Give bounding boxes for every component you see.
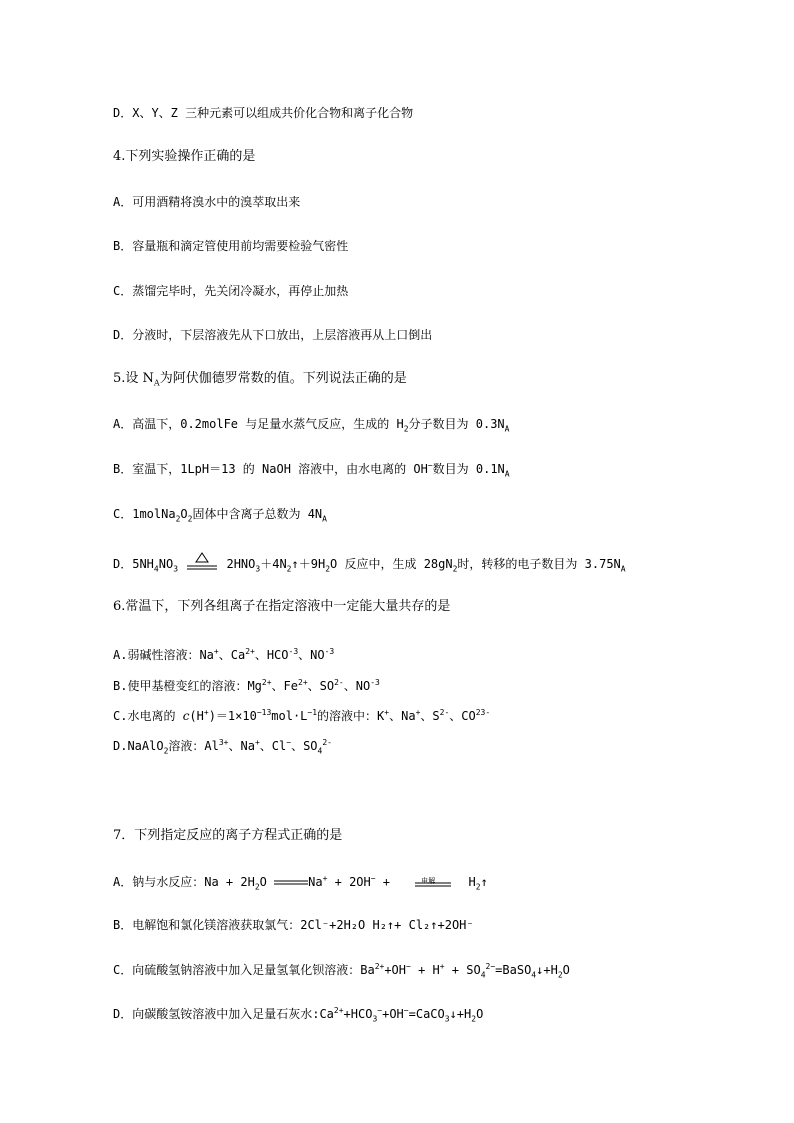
- q5-option-c: C．$1molNa_2O_2$固体中含离子总数为 $4N_A$: [113, 507, 327, 524]
- q7-option-a: A．钠与水反应：$Na + 2H_2O$ Na+ + 2OH− + 电解 $H_2↑$: [113, 874, 488, 892]
- q6-option-d: D.NaAlO$_2$溶液：$Al^{3+}$、Na+、Cl−、$SO_4^{2-}$: [113, 738, 332, 756]
- q7-option-d: D．向碳酸氢铵溶液中加入足量石灰水$:Ca^{2+}+HCO_3^-+OH^-=CaCO_3↓+H_2O$: [113, 1006, 484, 1024]
- q7-option-c: C．向硫酸氢钠溶液中加入足量氢氧化钡溶液：$Ba^{2+}+OH^- + H^+$ + $SO_4^{2-}=BaSO_4↓+H_2O$: [113, 962, 570, 980]
- q5-option-b: B．室温下，1LpH＝13 的 NaOH 溶液中，由水电离的 OH−数目为 $0.1N_A$: [113, 461, 510, 479]
- equals-sign-icon: [274, 876, 308, 890]
- heat-condition-icon: [185, 558, 219, 572]
- q4-option-a: A．可用酒精将溴水中的溴萃取出来: [113, 195, 301, 209]
- question-5: 5.设 $N_A$为阿伏伽德罗常数的值。下列说法正确的是: [113, 371, 407, 388]
- q6-option-a: A.弱碱性溶液：Na+、$Ca^{2+}$、$HCO^{-3}$、$NO^{-3}$: [113, 647, 335, 662]
- question-4: 4.下列实验操作正确的是: [113, 149, 256, 164]
- question-7: 7．下列指定反应的离子方程式正确的是: [113, 828, 343, 843]
- q6-option-b: B.使甲基橙变红的溶液：$Mg^{2+}$、$Fe^{2+}$、$SO^{2-}$、$NO^{-3}$: [113, 678, 380, 693]
- q4-option-c: C．蒸馏完毕时，先关闭冷凝水，再停止加热: [113, 284, 349, 298]
- option-d-line: D．X、Y、Z 三种元素可以组成共价化合物和离子化合物: [113, 106, 414, 120]
- question-6: 6.常温下，下列各组离子在指定溶液中一定能大量共存的是: [113, 599, 451, 614]
- q5-option-d: D．$5NH_4NO_3$ $2HNO_3+4N_2↑+9H_2O$ 反应中，生成 $28gN_2$时，转移的电子数目为 $3.75N_A$: [113, 557, 626, 572]
- q6-option-c: C.水电离的 $c(H^+)=1\times 10^{-13}mol\cdot L^{-1}$的溶液中：K+、Na+、$S^{2-}$、$CO^{23-}$: [113, 708, 491, 723]
- q4-option-d: D．分液时，下层溶液先从下口放出，上层溶液再从上口倒出: [113, 328, 433, 342]
- q5-option-a: A．高温下，0.2molFe 与足量水蒸气反应，生成的 $H_2$分子数目为 $0.3N_A$: [113, 417, 510, 434]
- q4-option-b: B．容量瓶和滴定管使用前均需要检验气密性: [113, 239, 349, 253]
- electrolysis-condition-icon: 电解: [421, 876, 436, 885]
- q7-option-b: B．电解饱和氯化镁溶液获取氯气：2Cl⁻+2H₂O H₂↑+ Cl₂↑+2OH⁻: [113, 918, 474, 932]
